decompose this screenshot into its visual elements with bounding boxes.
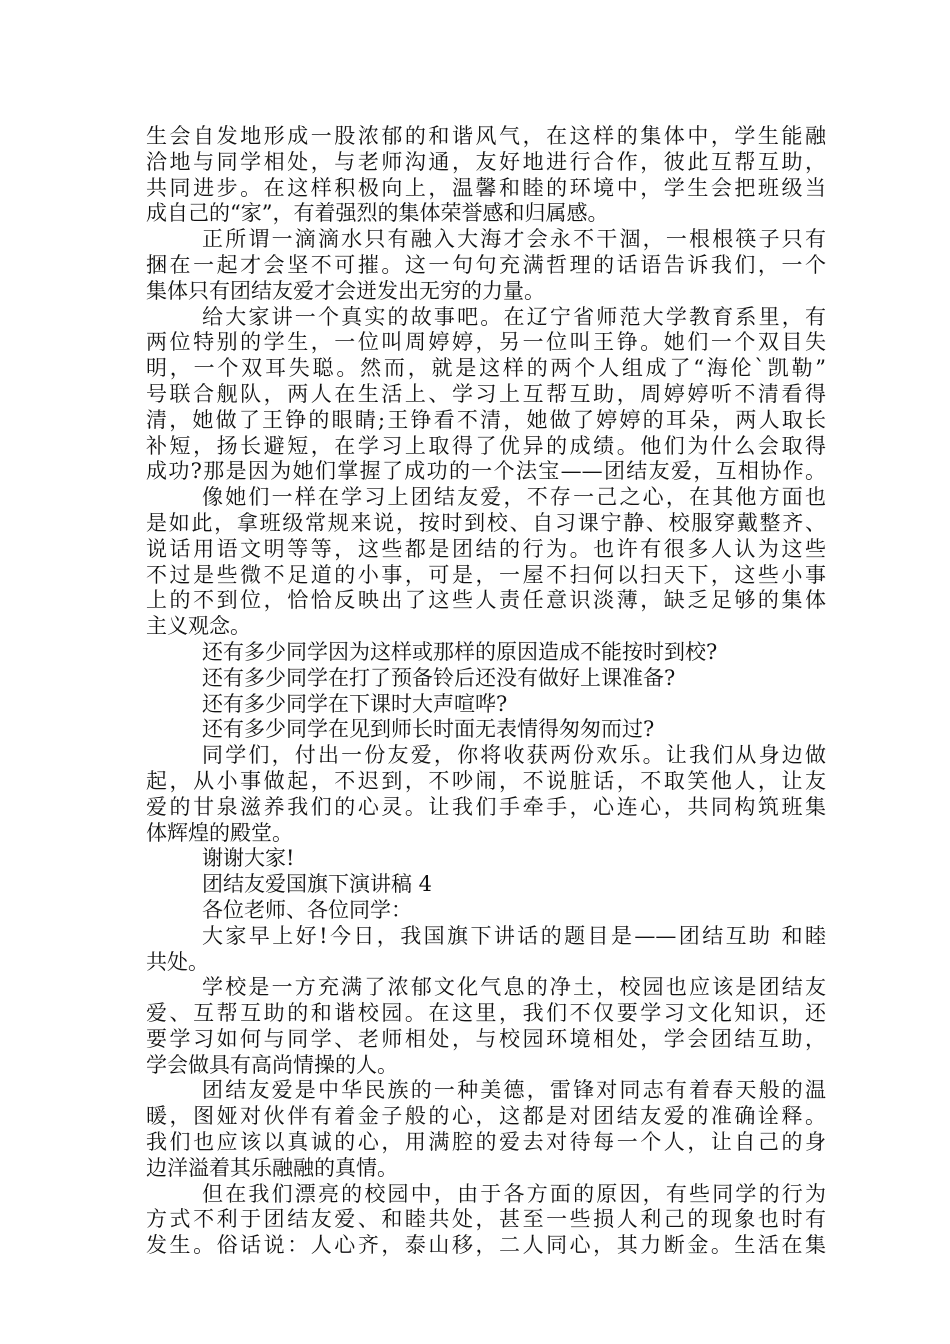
text-line: 上的不到位，恰恰反映出了这些人责任意识淡薄，缺乏足够的集体 <box>146 588 826 613</box>
text-line: 但在我们漂亮的校园中，由于各方面的原因，有些同学的行为 <box>202 1181 826 1206</box>
text-line: 明，一个双耳失聪。然而，就是这样的两个人组成了“海伦`凯勒” <box>146 356 826 381</box>
text-line: 共处。 <box>146 949 209 974</box>
text-line: 主义观念。 <box>146 614 251 639</box>
text-line: 还有多少同学因为这样或那样的原因造成不能按时到校? <box>202 639 718 664</box>
text-line: 体辉煌的殿堂。 <box>146 820 293 845</box>
text-line: 学校是一方充满了浓郁文化气息的净土，校园也应该是团结友 <box>202 975 826 1000</box>
text-line: 团结友爱国旗下演讲稿 4 <box>202 872 433 897</box>
text-line: 给大家讲一个真实的故事吧。在辽宁省师范大学教育系里，有 <box>202 304 826 329</box>
text-line: 爱、互帮互助的和谐校园。在这里，我们不仅要学习文化知识，还 <box>146 1001 826 1026</box>
text-line: 洽地与同学相处，与老师沟通，友好地进行合作，彼此互帮互助， <box>146 149 826 174</box>
text-line: 要学习如何与同学、老师相处，与校园环境相处，学会团结互助， <box>146 1026 826 1051</box>
text-line: 正所谓一滴滴水只有融入大海才会永不干涸，一根根筷子只有 <box>202 227 826 252</box>
text-line: 清，她做了王铮的眼睛;王铮看不清，她做了婷婷的耳朵，两人取长 <box>146 407 826 432</box>
text-line: 共同进步。在这样积极向上，温馨和睦的环境中，学生会把班级当 <box>146 175 826 200</box>
text-line: 方式不利于团结友爱、和睦共处，甚至一些损人利己的现象也时有 <box>146 1207 826 1232</box>
text-line: 两位特别的学生，一位叫周婷婷，另一位叫王铮。她们一个双目失 <box>146 330 826 355</box>
text-line: 起，从小事做起，不迟到，不吵闹，不说脏话，不取笑他人，让友 <box>146 768 826 793</box>
text-line: 同学们，付出一份友爱，你将收获两份欢乐。让我们从身边做 <box>202 743 826 768</box>
text-line: 补短，扬长避短，在学习上取得了优异的成绩。他们为什么会取得 <box>146 433 826 458</box>
text-line: 号联合舰队，两人在生活上、学习上互帮互助，周婷婷听不清看得 <box>146 381 826 406</box>
text-line: 还有多少同学在下课时大声喧哗? <box>202 691 508 716</box>
text-line: 谢谢大家! <box>202 846 295 871</box>
text-line: 集体只有团结友爱才会迸发出无穷的力量。 <box>146 278 545 303</box>
text-line: 我们也应该以真诚的心，用满腔的爱去对待每一个人，让自己的身 <box>146 1130 826 1155</box>
text-line: 各位老师、各位同学： <box>202 897 412 922</box>
text-line: 发生。俗话说：人心齐，泰山移，二人同心，其力断金。生活在集 <box>146 1233 826 1258</box>
document-page <box>146 124 826 1259</box>
text-line: 爱的甘泉滋养我们的心灵。让我们手牵手，心连心，共同构筑班集 <box>146 794 826 819</box>
text-line: 暖，图娅对伙伴有着金子般的心，这都是对团结友爱的准确诠释。 <box>146 1104 826 1129</box>
text-line: 是如此，拿班级常规来说，按时到校、自习课宁静、校服穿戴整齐、 <box>146 510 826 535</box>
text-line: 还有多少同学在见到师长时面无表情得匆匆而过? <box>202 717 655 742</box>
text-line: 不过是些微不足道的小事，可是，一屋不扫何以扫天下，这些小事 <box>146 562 826 587</box>
text-line: 捆在一起才会坚不可摧。这一句句充满哲理的话语告诉我们，一个 <box>146 252 826 277</box>
text-line: 像她们一样在学习上团结友爱，不存一己之心，在其他方面也 <box>202 485 826 510</box>
text-line: 学会做具有高尚情操的人。 <box>146 1052 398 1077</box>
text-line: 说话用语文明等等，这些都是团结的行为。也许有很多人认为这些 <box>146 536 826 561</box>
text-line: 成自己的“家”，有着强烈的集体荣誉感和归属感。 <box>146 201 609 226</box>
text-line: 团结友爱是中华民族的一种美德，雷锋对同志有着春天般的温 <box>202 1078 826 1103</box>
text-line: 还有多少同学在打了预备铃后还没有做好上课准备? <box>202 665 676 690</box>
text-line: 生会自发地形成一股浓郁的和谐风气，在这样的集体中，学生能融 <box>146 124 826 148</box>
text-line: 边洋溢着其乐融融的真情。 <box>146 1155 398 1180</box>
text-line: 大家早上好!今日，我国旗下讲话的题目是——团结互助 和睦 <box>202 923 826 948</box>
text-line: 成功?那是因为她们掌握了成功的一个法宝——团结友爱，互相协作。 <box>146 459 826 484</box>
